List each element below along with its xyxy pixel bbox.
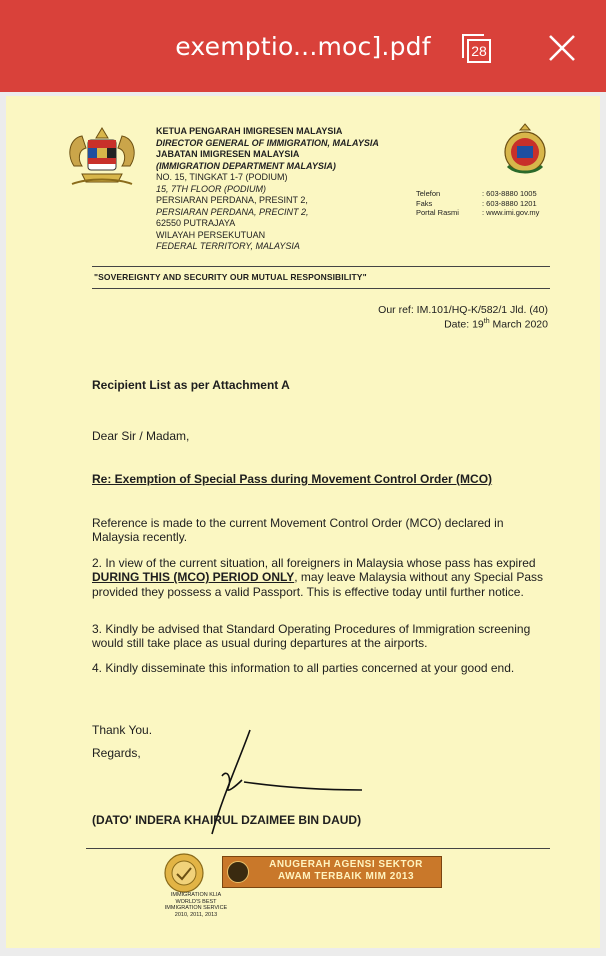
fax-label: Faks <box>416 198 433 208</box>
seal-caption-line: 2010, 2011, 2013 <box>174 911 218 918</box>
date-day: Date: 19 <box>444 318 484 331</box>
salutation: Dear Sir / Madam, <box>92 429 190 443</box>
our-reference: Our ref: IM.101/HQ-K/582/1 Jld. (40) <box>378 304 548 316</box>
reference-block <box>378 304 548 331</box>
paragraph-3: 3. Kindly be advised that Standard Operating Procedures of Immigration screening would still take place as usual during departures at the airports. <box>92 622 531 651</box>
award-seal-icon <box>161 852 207 894</box>
letterhead-line: PERSIARAN PERDANA, PRESINT 2, <box>156 195 308 205</box>
subject-line: Re: Exemption of Special Pass during Movement Control Order (MCO) <box>92 472 493 486</box>
award-banner <box>222 856 442 888</box>
letterhead-line: 62550 PUTRAJAYA <box>156 218 236 228</box>
letterhead-line: (IMMIGRATION DEPARTMENT MALAYSIA) <box>156 160 336 171</box>
letterhead-line: NO. 15, TINGKAT 1-7 (PODIUM) <box>156 172 288 182</box>
paragraph-1: Reference is made to the current Movement Control Order (MCO) declared in Malaysia recently. <box>92 516 504 545</box>
thanks-line: Thank You. <box>92 723 153 737</box>
portal-value: : www.imi.gov.my <box>482 208 540 217</box>
letterhead-line: FEDERAL TERRITORY, MALAYSIA <box>156 241 300 251</box>
letterhead-line: PERSIARAN PERDANA, PRECINT 2, <box>156 206 309 217</box>
date-suffix: th <box>483 318 490 325</box>
award-text <box>253 859 439 883</box>
letterhead-address <box>156 126 379 253</box>
footer-divider <box>86 848 550 849</box>
contact-details <box>416 189 539 218</box>
letterhead-line: DIRECTOR GENERAL OF IMMIGRATION, MALAYSIA <box>156 137 379 148</box>
viewer-toolbar <box>0 0 606 92</box>
telephone-label: Telefon <box>416 189 441 198</box>
seal-caption-line: WORLD'S BEST <box>175 898 217 905</box>
seal-caption-line: IMMIGRATION KLIA <box>170 892 222 898</box>
page-count-button[interactable] <box>462 34 492 64</box>
seal-caption <box>146 892 246 918</box>
letterhead-line: WILAYAH PERSEKUTUAN <box>156 229 266 240</box>
letterhead-line: JABATAN IMIGRESEN MALAYSIA <box>156 149 300 159</box>
award-line-2: AWAM TERBAIK MIM 2013 <box>277 871 415 882</box>
telephone-value: : 603-8880 1005 <box>482 189 537 198</box>
paragraph-2-start: 2. In view of the current situation, all foreigners in Malaysia whose pass has expired <box>92 556 536 570</box>
letterhead-line: KETUA PENGARAH IMIGRESEN MALAYSIA <box>156 126 343 136</box>
paragraph-4: 4. Kindly disseminate this information to all parties concerned at your good end. <box>92 661 515 675</box>
award-logo-icon <box>227 861 249 883</box>
paragraph-2 <box>92 556 552 599</box>
award-line-1: ANUGERAH AGENSI SEKTOR <box>269 859 423 870</box>
regards-line: Regards, <box>92 746 141 760</box>
date-month-year: March 2020 <box>489 318 548 331</box>
document-page <box>6 96 600 948</box>
motto: "SOVEREIGNTY AND SECURITY OUR MUTUAL RESPONSIBILITY" <box>94 272 367 282</box>
immigration-logo <box>502 122 548 178</box>
signatory-name: (DATO' INDERA KHAIRUL DZAIMEE BIN DAUD) <box>92 813 362 827</box>
file-name: exemptio...moc].pdf <box>175 32 431 61</box>
portal-label: Portal Rasmi <box>416 208 459 217</box>
fax-value: : 603-8880 1201 <box>482 198 537 208</box>
letter-date <box>378 316 548 331</box>
recipient-line: Recipient List as per Attachment A <box>92 378 290 392</box>
motto-divider <box>92 288 550 289</box>
page-count-badge: 28 <box>467 39 491 63</box>
paragraph-2-emphasis: DURING THIS (MCO) PERIOD ONLY <box>92 570 295 585</box>
close-icon[interactable] <box>548 34 576 62</box>
coat-of-arms-emblem <box>64 126 140 192</box>
seal-caption-line: IMMIGRATION SERVICE <box>164 905 228 911</box>
paragraph-2-end: , may leave Malaysia without any Special Pass provided they possess a valid Passport. This is effective today until further notice. <box>92 570 544 599</box>
header-divider <box>92 266 550 267</box>
letterhead-line: 15, 7TH FLOOR (PODIUM) <box>156 183 267 194</box>
